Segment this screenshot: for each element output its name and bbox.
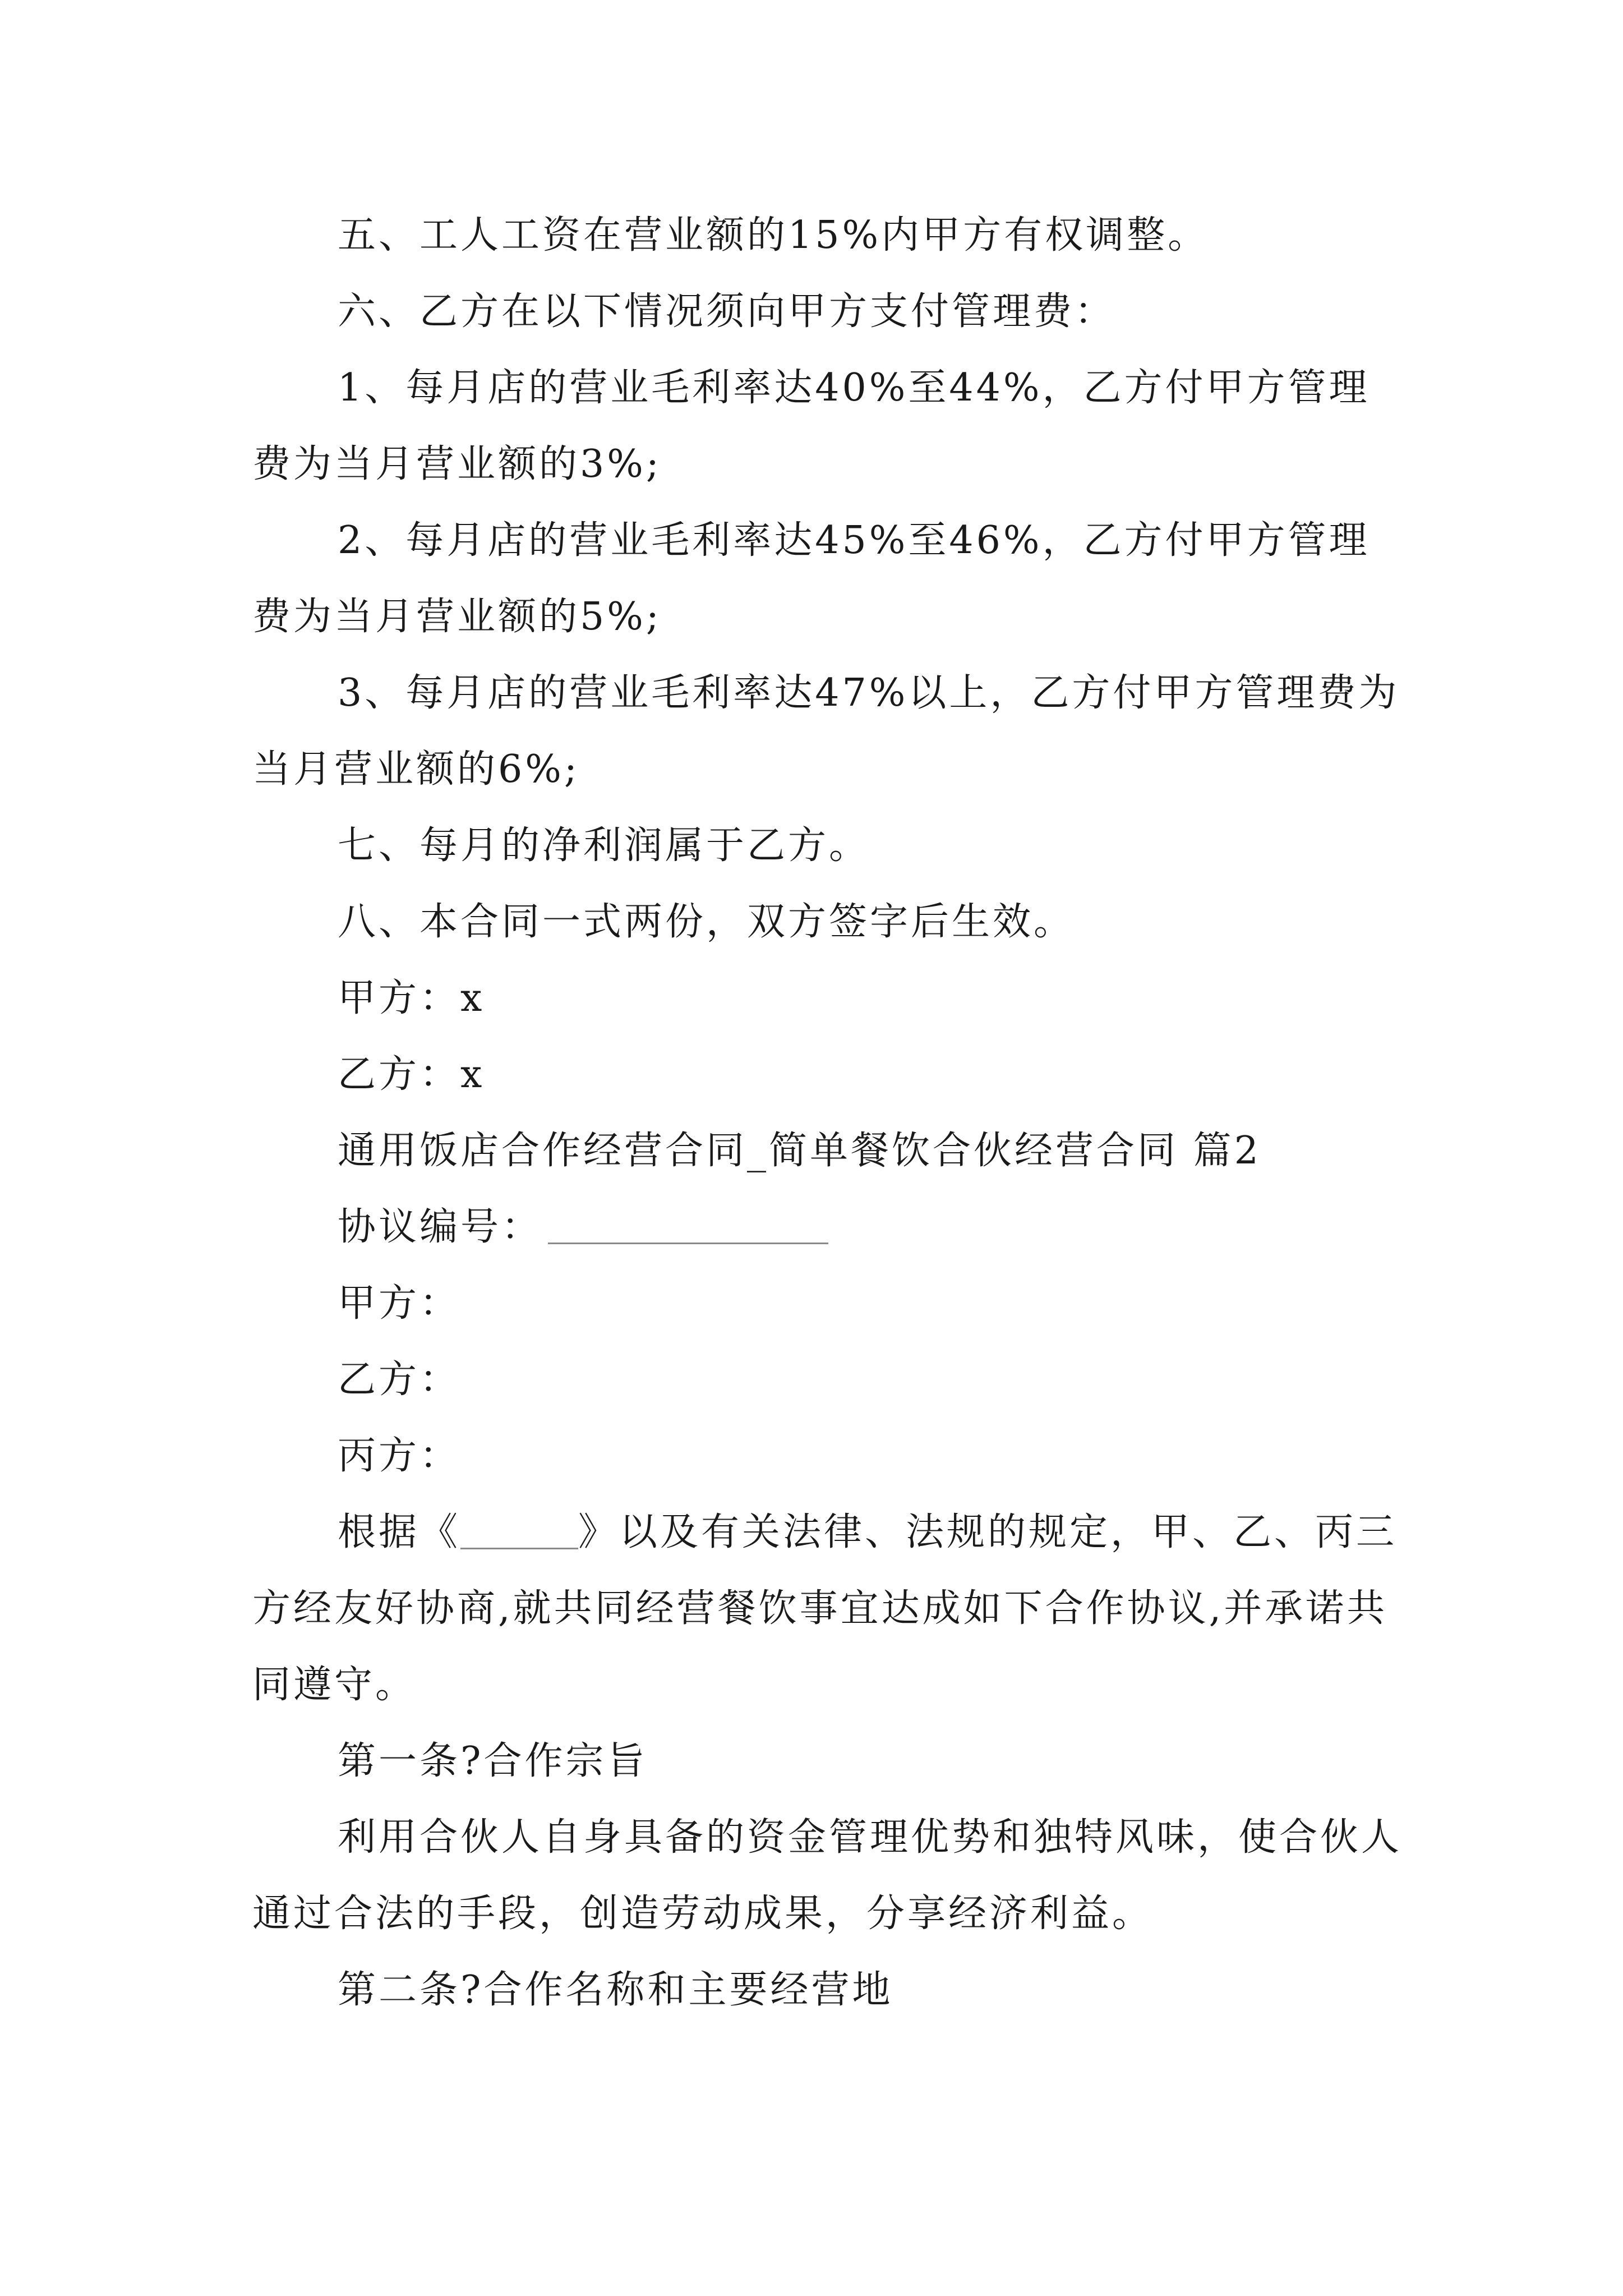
article-1-body: 利用合伙人自身具备的资金管理优势和独特风味，使合伙人通过合法的手段，创造劳动成果，分享经济利益。 [252,1815,1403,1936]
section-title: 通用饭店合作经营合同_简单餐饮合伙经营合同 篇2 [338,1129,1261,1173]
clause-5: 五、工人工资在营业额的15%内甲方有权调整。 [338,213,1209,257]
clause-6: 六、乙方在以下情况须向甲方支付管理费： [338,289,1116,334]
document-body [252,197,1402,2028]
party-c-line: 丙方： [338,1434,461,1478]
agreement-number-label: 协议编号： [338,1205,543,1249]
clause-6-item-3: 3、每月店的营业毛利率达47%以上，乙方付甲方管理费为当月营业额的6%; [252,671,1400,792]
law-name-blank [460,1508,578,1549]
article-1-title: 第一条?合作宗旨 [338,1739,648,1783]
clause-6-item-1: 1、每月店的营业毛利率达40%至44%，乙方付甲方管理费为当月营业额的3%; [252,366,1370,486]
party-b-line: 乙方： [338,1358,461,1402]
agreement-number-blank [548,1203,828,1244]
clause-6-item-2: 2、每月店的营业毛利率达45%至46%，乙方付甲方管理费为当月营业额的5%; [252,518,1370,639]
article-2-title: 第二条?合作名称和主要经营地 [338,1968,893,2012]
basis-suffix: 》以及有关法律、法规的规定，甲、乙、丙三方经友好协商,就共同经营餐饮事宜达成如下合作协议,并承诺共同遵守。 [252,1510,1398,1707]
clause-8: 八、本合同一式两份，双方签字后生效。 [338,900,1075,944]
clause-7: 七、每月的净利润属于乙方。 [338,823,870,868]
basis-prefix: 根据《 [338,1510,461,1554]
agreement-number [252,1189,1402,1266]
party-b-signature: 乙方：x [338,1052,485,1097]
basis-paragraph [252,1494,1402,1723]
party-a-signature: 甲方：x [338,976,485,1020]
party-a-line: 甲方： [338,1281,461,1326]
